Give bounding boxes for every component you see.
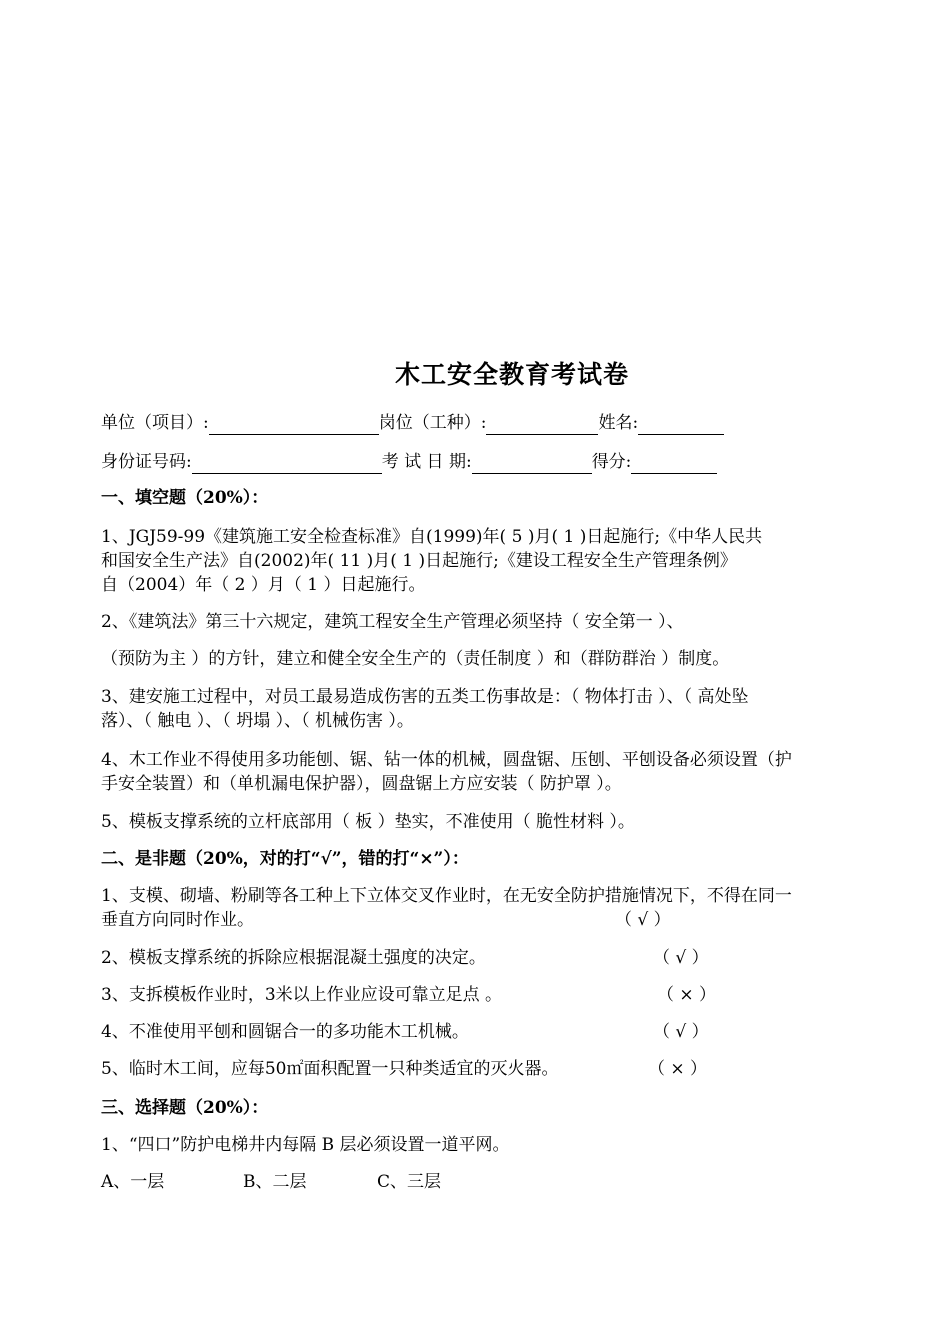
s2-q1-mark: （ √ ） xyxy=(615,910,671,930)
s1-q3-line2: 落）、（ 触电 ）、（ 坍塌 ）、（ 机械伤害 ）。 xyxy=(101,711,414,731)
s3-option-c: C、三层 xyxy=(377,1172,442,1192)
name-label: 姓名: xyxy=(598,413,639,433)
s1-q1-line2: 和国安全生产法》自(2002)年( 11 )月( 1 )日起施行;《建设工程安全生产管理条例》 xyxy=(101,551,737,571)
s2-q3: 3、支拆模板作业时，3米以上作业应设可靠立足点 。 xyxy=(101,985,503,1005)
section2-heading: 二、是非题（20%，对的打“√”，错的打“×”）： xyxy=(101,849,469,869)
s1-q4-line1: 4、木工作业不得使用多功能刨、锯、钻一体的机械，圆盘锯、压刨、平刨设备必须设置（护 xyxy=(101,750,792,770)
s2-q2: 2、模板支撑系统的拆除应根据混凝土强度的决定。 xyxy=(101,948,486,968)
s3-option-a: A、一层 xyxy=(101,1172,165,1192)
unit-field[interactable] xyxy=(209,416,379,435)
info-row-2 xyxy=(101,450,717,474)
s2-q1-line2: 垂直方向同时作业。 xyxy=(101,910,254,930)
s3-q1: 1、“四口”防护电梯井内每隔 B 层必须设置一道平网。 xyxy=(101,1135,510,1155)
s2-q4: 4、不准使用平刨和圆锯合一的多功能木工机械。 xyxy=(101,1022,469,1042)
id-field[interactable] xyxy=(192,455,382,474)
exam-title: 木工安全教育考试卷 xyxy=(394,360,629,389)
s1-q2-line1: 2、《建筑法》第三十六规定，建筑工程安全生产管理必须坚持（ 安全第一 ）、 xyxy=(101,612,684,632)
score-field[interactable] xyxy=(631,455,717,474)
score-label: 得分: xyxy=(591,452,632,472)
s1-q5: 5、模板支撑系统的立杆底部用（ 板 ）垫实，不准使用（ 脆性材料 ）。 xyxy=(101,812,635,832)
s1-q1-line1: 1、JGJ59-99《建筑施工安全检查标准》自(1999)年( 5 )月( 1 )日起施行;《中华人民共 xyxy=(101,527,763,547)
unit-label: 单位（项目）: xyxy=(101,413,209,433)
s1-q3-line1: 3、建安施工过程中，对员工最易造成伤害的五类工伤事故是：（ 物体打击 ）、（ 高处坠 xyxy=(101,687,749,707)
s2-q2-mark: （ √ ） xyxy=(653,948,709,968)
post-label: 岗位（工种）: xyxy=(378,413,487,433)
date-label: 考 试 日 期: xyxy=(381,452,472,472)
post-field[interactable] xyxy=(486,416,598,435)
s1-q4-line2: 手安全装置）和（单机漏电保护器），圆盘锯上方应安装（ 防护罩 ）。 xyxy=(101,774,622,794)
s1-q1-line3: 自（2004）年（ 2 ）月（ 1 ）日起施行。 xyxy=(101,575,426,595)
date-field[interactable] xyxy=(472,455,592,474)
info-row-1 xyxy=(101,411,724,435)
s2-q3-mark: （ × ） xyxy=(657,985,717,1005)
s1-q2-line2: （预防为主 ）的方针，建立和健全安全生产的（责任制度 ）和（群防群治 ）制度。 xyxy=(101,649,730,669)
s3-option-b: B、二层 xyxy=(243,1172,307,1192)
section3-heading: 三、选择题（20%）： xyxy=(101,1098,269,1118)
section1-heading: 一、填空题（20%）： xyxy=(101,488,269,508)
s2-q5-mark: （ × ） xyxy=(648,1059,708,1079)
name-field[interactable] xyxy=(638,416,724,435)
id-label: 身份证号码: xyxy=(101,452,192,472)
s2-q5: 5、临时木工间，应每50㎡面积配置一只种类适宜的灭火器。 xyxy=(101,1059,559,1079)
s2-q1-line1: 1、支模、砌墙、粉刷等各工种上下立体交叉作业时，在无安全防护措施情况下，不得在同一 xyxy=(101,886,792,906)
s2-q4-mark: （ √ ） xyxy=(653,1022,709,1042)
